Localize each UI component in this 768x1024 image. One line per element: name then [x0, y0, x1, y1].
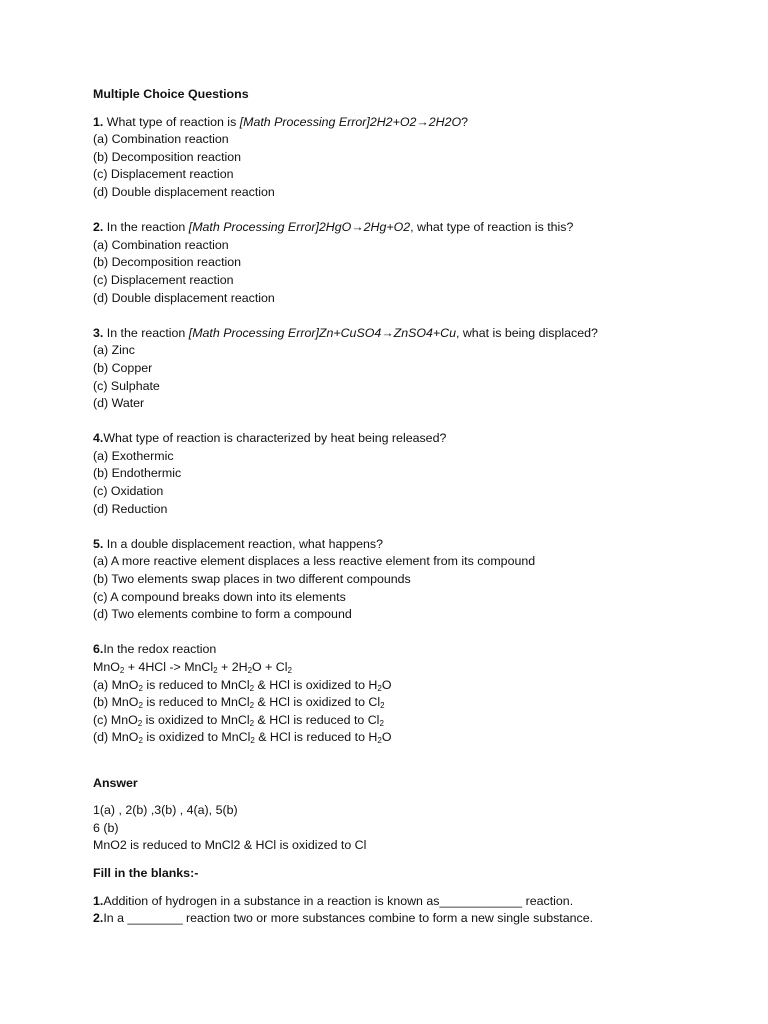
question-1 [93, 114, 733, 202]
math-error: [Math Processing Error]2HgO→2Hg+O2 [188, 220, 411, 235]
document-page [93, 86, 733, 928]
question-text: 4.What type of reaction is characterized by heat being released? [93, 431, 447, 446]
question-4 [93, 430, 733, 518]
option: (a) Exothermic [93, 448, 174, 463]
option: (b) MnO$_2$ is reduced to MnCl$_2$ & HCl is oxidized to $Cl_2$ [93, 695, 385, 711]
option: (a) Combination reaction [93, 132, 229, 147]
option: (b) Decomposition reaction [93, 255, 242, 270]
option: (d) MnO$_2$ is oxidized to MnCl$_2$ & HCl is reduced to $H_2O$ [93, 730, 392, 746]
answer-line: 6 (b) [93, 820, 119, 835]
question-6 [93, 641, 733, 747]
option: (d) Reduction [93, 501, 168, 516]
question-text: 2. In the reaction [Math Processing Error]2HgO→2Hg+O2, what type of reaction is this? [93, 220, 574, 235]
math-error: [Math Processing Error]Zn+CuSO4→ZnSO4+Cu [188, 325, 456, 340]
blank-item: 1.Addition of hydrogen in a substance in a reaction is known as____________ reaction. [93, 893, 574, 908]
question-number: 4. [93, 431, 104, 446]
option: (c) Displacement reaction [93, 167, 234, 182]
question-text: 1. What type of reaction is [Math Processing Error]2H2+O2→2H2O? [93, 114, 469, 129]
question-number: 6. [93, 642, 104, 657]
option: (c) Sulphate [93, 378, 160, 393]
option: (c) Displacement reaction [93, 272, 234, 287]
option: (b) Endothermic [93, 466, 182, 481]
answer-line: 1(a) , 2(b) ,3(b) , 4(a), 5(b) [93, 803, 238, 818]
option: (d) Double displacement reaction [93, 290, 275, 305]
option: (d) Two elements combine to form a compound [93, 607, 352, 622]
option: (a) Zinc [93, 343, 135, 358]
math-error: [Math Processing Error]2H2+O2→2H2O [239, 114, 462, 129]
answer-section [93, 775, 733, 855]
blank-number: 1. [93, 893, 104, 908]
option: (b) Two elements swap places in two different compounds [93, 572, 411, 587]
redox-equation: MnO$_2$ + 4HCl -> MnCl$_2$ + $2H_2O + Cl_2$ [93, 660, 292, 675]
fill-blanks-heading: Fill in the blanks:- [93, 865, 199, 880]
option: (c) Oxidation [93, 484, 164, 499]
question-number: 5. [93, 536, 104, 551]
question-number: 2. [93, 220, 104, 235]
question-3 [93, 325, 733, 413]
question-2 [93, 219, 733, 307]
question-number: 3. [93, 325, 104, 340]
blank-item: 2.In a ________ reaction two or more substances combine to form a new single substance. [93, 911, 594, 926]
option: (a) Combination reaction [93, 237, 229, 252]
blank-number: 2. [93, 911, 104, 926]
option: (b) Copper [93, 360, 153, 375]
option: (c) A compound breaks down into its elements [93, 589, 346, 604]
question-text: 3. In the reaction [Math Processing Error]Zn+CuSO4→ZnSO4+Cu, what is being displaced? [93, 325, 598, 340]
option: (b) Decomposition reaction [93, 149, 242, 164]
question-number: 1. [93, 114, 104, 129]
option: (c) MnO$_2$ is oxidized to MnCl$_2$ & HCl is reduced to $Cl_2$ [93, 712, 384, 728]
question-5 [93, 536, 733, 624]
option: (a) MnO$_2$ is reduced to MnCl$_2$ & HCl is oxidized to $H_2O$ [93, 677, 392, 693]
answer-heading: Answer [93, 775, 138, 790]
question-text: 6.In the redox reaction [93, 642, 217, 657]
option: (d) Double displacement reaction [93, 184, 275, 199]
option: (a) A more reactive element displaces a less reactive element from its compound [93, 554, 536, 569]
fill-blanks-section [93, 865, 733, 928]
question-text: 5. In a double displacement reaction, what happens? [93, 536, 384, 551]
section-title: Multiple Choice Questions [93, 87, 249, 101]
option: (d) Water [93, 396, 145, 411]
answer-line: MnO2 is reduced to MnCl2 & HCl is oxidized to Cl [93, 838, 367, 853]
